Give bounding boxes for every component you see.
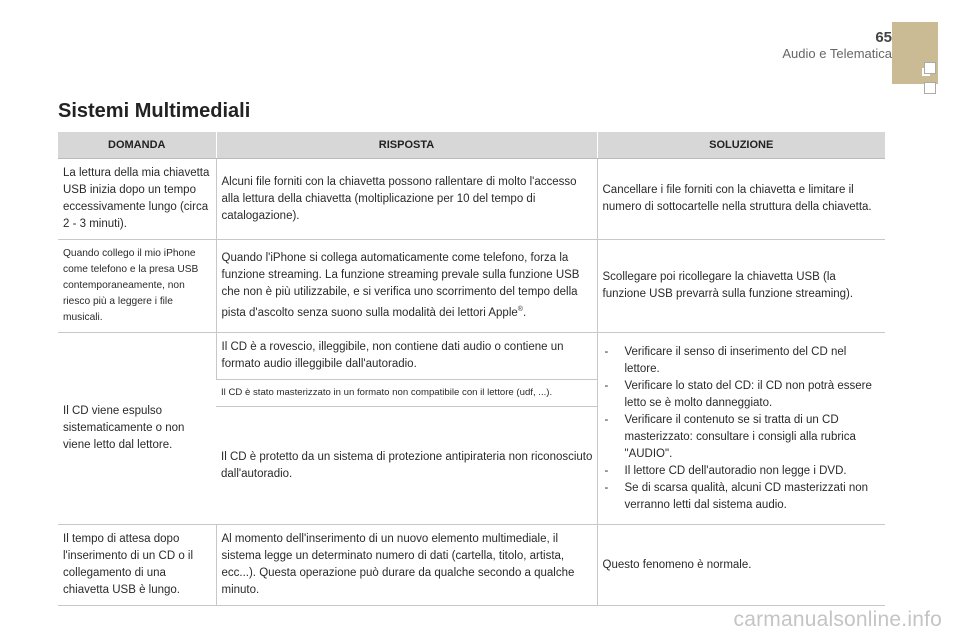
troubleshooting-table: [58, 132, 885, 606]
answer-cell: Alcuni file forniti con la chiavetta possono rallentare di molto l'accesso alla lettura della chiavetta (moltiplicazione per 10 del tempo di catalogazione).: [216, 159, 597, 240]
empty-square-icon: [924, 82, 936, 94]
list-item: - Il lettore CD dell'autoradio non legge i DVD.: [603, 463, 882, 480]
table-row: [58, 159, 885, 240]
solution-cell: Scollegare poi ricollegare la chiavetta USB (la funzione USB prevarrà sulla funzione streaming).: [597, 240, 885, 333]
column-header-soluzione: SOLUZIONE: [597, 132, 885, 159]
answer-cell: Il CD è stato masterizzato in un formato non compatibile con il lettore (udf, ...).: [216, 380, 597, 407]
section-name: Audio e Telematica: [782, 46, 892, 61]
solution-cell: Questo fenomeno è normale.: [597, 525, 885, 606]
table-row: [58, 525, 885, 606]
answer-cell: Il CD è a rovescio, illeggibile, non contiene dati audio o contiene un formato audio illeggibile dall'autoradio.: [216, 333, 597, 380]
empty-square-icon: [924, 62, 936, 74]
answer-period: .: [522, 306, 527, 319]
column-header-domanda: DOMANDA: [58, 132, 216, 159]
answer-cell: [216, 240, 597, 333]
column-header-risposta: RISPOSTA: [216, 132, 597, 159]
list-item: - Se di scarsa qualità, alcuni CD masterizzati non verranno letti dal sistema audio.: [603, 480, 882, 514]
question-cell: Quando collego il mio iPhone come telefono e la presa USB contemporaneamente, non riesco più a leggere i file musicali.: [58, 240, 216, 333]
list-item: - Verificare lo stato del CD: il CD non potrà essere letto se è molto danneggiato.: [603, 378, 882, 412]
page-header: [782, 30, 892, 62]
table-row: [58, 333, 885, 380]
list-item: - Verificare il contenuto se si tratta di un CD masterizzato: consultare i consigli alla rubrica "AUDIO".: [603, 412, 882, 463]
solution-cell: Cancellare i file forniti con la chiavetta e limitare il numero di sottocartelle nella struttura della chiavetta.: [597, 159, 885, 240]
answer-cell: Il CD è protetto da un sistema di protezione antipirateria non riconosciuto dall'autoradio.: [216, 407, 597, 525]
page-title: Sistemi Multimediali: [58, 100, 251, 122]
section-tab: [892, 22, 938, 84]
solution-cell: [597, 333, 885, 525]
question-cell: Il tempo di attesa dopo l'inserimento di un CD o il collegamento di una chiavetta USB è lungo.: [58, 525, 216, 606]
registered-mark: ®: [517, 306, 523, 314]
watermark: carmanualsonline.info: [733, 608, 942, 631]
answer-cell: Al momento dell'inserimento di un nuovo elemento multimediale, il sistema legge un determinato numero di dati (cartella, titolo, artista, ecc...). Questa operazione può durare da qualche secondo a qualche minuto.: [216, 525, 597, 606]
answer-text: Quando l'iPhone si collega automaticamente come telefono, forza la funzione streaming. La funzione streaming prevale sulla funzione USB che non è più utilizzabile, e si verifica uno scorrimento del tempo della pista d'ascolto senza suono sulla modalità dei lettori Apple: [221, 252, 580, 319]
table-row: [58, 240, 885, 333]
question-cell: La lettura della mia chiavetta USB inizia dopo un tempo eccessivamente lungo (circa 2 - 3 minuti).: [58, 159, 216, 240]
list-item: - Verificare il senso di inserimento del CD nel lettore.: [603, 344, 882, 378]
solution-list: [603, 344, 882, 514]
table-header-row: [58, 132, 885, 159]
question-cell: Il CD viene espulso sistematicamente o non viene letto dal lettore.: [58, 333, 216, 525]
page-number: 65: [875, 29, 892, 46]
